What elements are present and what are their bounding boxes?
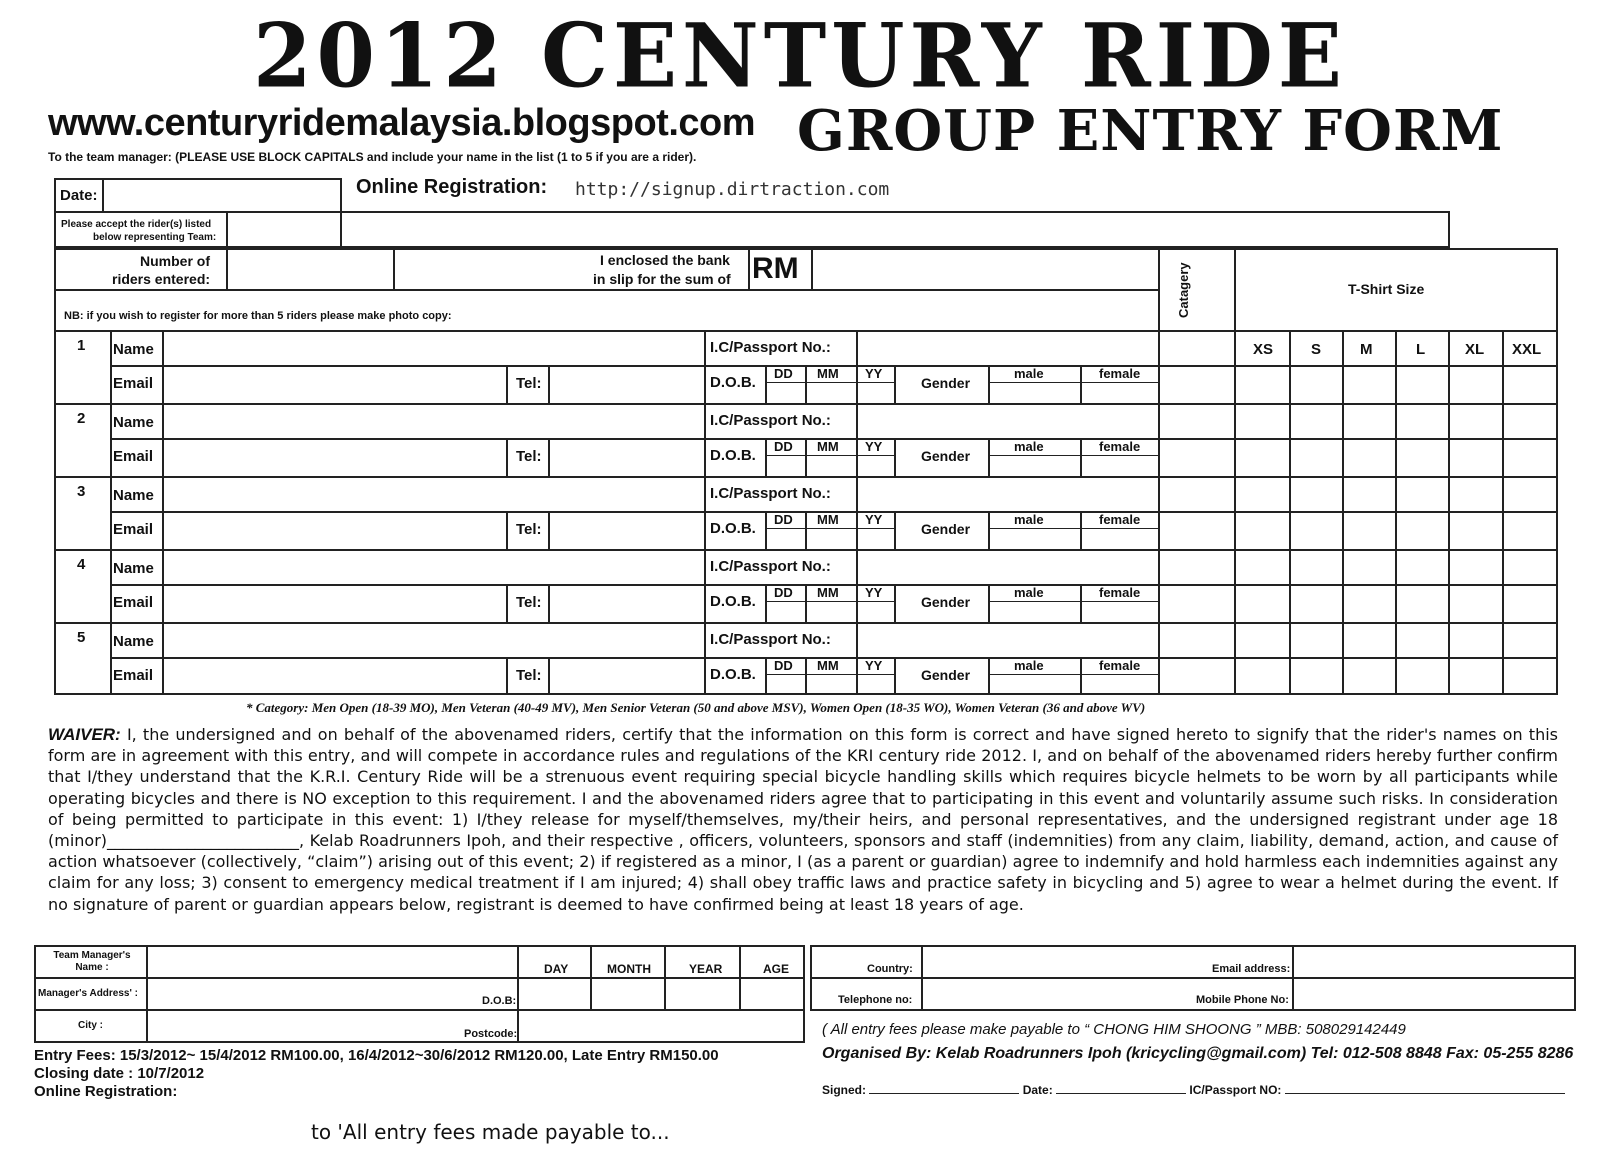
dob-dd-label: DD [774,366,793,381]
manager-name-label: Team Manager's Name : [53,950,131,973]
gender-female-label: female [1099,585,1141,600]
telephone-label: Telephone no: [838,994,913,1006]
rider-ic-label: I.C/Passport No.: [710,558,831,575]
entry-fees [34,1047,719,1101]
manager-dob-label: D.O.B: [482,995,517,1007]
dob-dd-label: DD [774,512,793,527]
rider-tel-label: Tel: [516,375,542,392]
dob-mm-label: MM [817,658,839,673]
gender-female-label: female [1099,512,1141,527]
rider-ic-label: I.C/Passport No.: [710,631,831,648]
fees-line-1: Entry Fees: 15/3/2012~ 15/4/2012 RM100.00, 16/4/2012~30/6/2012 RM120.00, Late Entry RM150.00 [34,1047,719,1064]
dob-dd-label: DD [774,658,793,673]
manager-box [34,945,805,1043]
sig-ic-label: IC/Passport NO: [1189,1083,1282,1097]
manager-instructions: To the team manager: (PLEASE USE BLOCK CAPITALS and include your name in the list (1 to 5 if you are a rider). [48,150,697,164]
organiser-info: Organised By: Kelab Roadrunners Ipoh (kricycling@gmail.com) Tel: 012-508 8848 Fax: 05-255 8286 [822,1045,1574,1062]
dob-dd-label: DD [774,585,793,600]
payable-note: ( All entry fees please make payable to “ CHONG HIM SHOONG ” MBB: 508029142449 [822,1021,1406,1038]
gender-female-label: female [1099,439,1141,454]
currency-label: RM [752,252,799,285]
rider-name-label: Name [113,487,154,504]
gender-female-label: female [1099,366,1141,381]
mobile-phone-label: Mobile Phone No: [1196,994,1289,1006]
country-label: Country: [867,963,913,975]
dob-yy-label: YY [865,366,883,381]
rider-name-label: Name [113,341,154,358]
dob-yy-label: YY [865,512,883,527]
rider-name-label: Name [113,560,154,577]
rider-gender-label: Gender [921,375,971,391]
dob-yy-label: YY [865,439,883,454]
team-box [54,211,1450,248]
size-xs: XS [1253,341,1274,358]
sig-date-label: Date: [1022,1083,1053,1097]
rider-gender-label: Gender [921,667,971,683]
manager-address-label: Manager's Address' : [38,988,138,999]
date-label: Date: [60,187,98,204]
city-label: City : [78,1020,103,1031]
rider-dob-label: D.O.B. [710,447,756,464]
gender-male-label: male [1014,658,1044,673]
rider-email-label: Email [113,594,154,611]
rider-tel-label: Tel: [516,667,542,684]
fees-online-registration: Online Registration: [34,1083,178,1100]
dob-mm-label: MM [817,439,839,454]
dob-dd-label: DD [774,439,793,454]
rider-gender-label: Gender [921,521,971,537]
closing-date: Closing date : 10/7/2012 [34,1065,205,1082]
gender-male-label: male [1014,439,1044,454]
rider-dob-label: D.O.B. [710,374,756,391]
dob-mm-label: MM [817,512,839,527]
postcode-label: Postcode: [464,1028,518,1040]
rider-name-label: Name [113,633,154,650]
rider-gender-label: Gender [921,448,971,464]
rider-tel-label: Tel: [516,594,542,611]
rider-number: 5 [77,629,86,646]
accept-line-1: Please accept the rider(s) listed [61,219,212,230]
rider-number: 1 [77,337,86,354]
form-subtitle: GROUP ENTRY FORM [797,98,1504,164]
rider-number: 2 [77,410,86,427]
photocopy-note: NB: if you wish to register for more than 5 riders please make photo copy: [64,310,452,322]
category-header: Catagery [1176,262,1191,318]
online-registration-label: Online Registration: [356,176,548,198]
dob-yy-label: YY [865,658,883,673]
rider-dob-label: D.O.B. [710,593,756,610]
rider-ic-label: I.C/Passport No.: [710,339,831,356]
rider-tel-label: Tel: [516,521,542,538]
bank-line-2: in slip for the sum of [593,271,731,287]
rider-number: 3 [77,483,86,500]
rider-dob-label: D.O.B. [710,520,756,537]
size-s: S [1311,341,1322,358]
rider-dob-label: D.O.B. [710,666,756,683]
tshirt-size-header: T-Shirt Size [1348,281,1425,297]
rider-ic-label: I.C/Passport No.: [710,412,831,429]
caption: to 'All entry fees made payable to... [311,1120,670,1144]
waiver-text: WAIVER: I, the undersigned and on behalf of the abovenamed riders, certify that the information on this form is correct and have signed hereto to signify that the rider's names on this form are in agreement with this entry, and will compete in accordance rules and regulations of the KRI century ride 2012. I, and on behalf of the abovenamed riders hereby further confirm that I/they understand that the K.R.I. Century Ride will be a strenuous event requiring special bicycle handling skills which requires bicycle helmets to be worn by all participants while operating bicycles and there is NO exception to this requirement. I and the abovenamed riders agree that to participating in this event and voluntarily assume such risks. In consideration of being permitted to participate in this event: 1) I/they release for myself/themselves, my/their heirs, and personal representatives, and the undersigned registrant under age 18 (minor)________________________, Kelab Roadrunners Ipoh, and their respective , officers, volunteers, sponsors and staff (indemnities) from any claim, liability, demand, action, and cause of action whatsoever (collectively, “claim”) arising out of this event; 2) if registered as a minor, I (as a parent or guardian) agree to indemnify and hold harmless each indemnities against any claim for any loss; 3) consent to emergency medical treatment if I am injured; 4) shall obey traffic laws and practice safety in bicycling and 5) agree to wear a helmet during the event. If no signature of parent or guardian appears below, registrant is deemed to have confirmed being at least 18 years of age. [48,725,1558,914]
gender-male-label: male [1014,366,1044,381]
gender-male-label: male [1014,512,1044,527]
riders-entered-line-1: Number of [140,253,210,269]
size-xl: XL [1465,341,1485,358]
rider-name-label: Name [113,414,154,431]
signed-label: Signed: [822,1083,866,1097]
size-l: L [1416,341,1426,358]
email-address-label: Email address: [1212,963,1291,975]
rider-email-label: Email [113,448,154,465]
category-note: * Category: Men Open (18-39 MO), Men Veteran (40-49 MV), Men Senior Veteran (50 and above MSV), Women Open (18-35 WO), Women Veteran (36 and above WV) [246,700,1146,715]
online-registration-url[interactable]: http://signup.dirtraction.com [575,179,890,200]
year-label: YEAR [689,962,723,976]
month-label: MONTH [607,962,651,976]
size-xxl: XXL [1512,341,1542,358]
day-label: DAY [544,962,569,976]
gender-female-label: female [1099,658,1141,673]
dob-yy-label: YY [865,585,883,600]
riders-entered-line-2: riders entered: [112,271,211,287]
rider-email-label: Email [113,667,154,684]
dob-mm-label: MM [817,366,839,381]
form-title: 2012 CENTURY RIDE [253,3,1347,108]
rider-number: 4 [77,556,86,573]
bank-line-1: I enclosed the bank [600,252,730,268]
rider-tel-label: Tel: [516,448,542,465]
rider-email-label: Email [113,375,154,392]
accept-line-2: below representing Team: [93,232,217,243]
size-m: M [1360,341,1373,358]
signature-row [822,1083,1565,1097]
dob-mm-label: MM [817,585,839,600]
gender-male-label: male [1014,585,1044,600]
age-label: AGE [763,962,790,976]
rider-gender-label: Gender [921,594,971,610]
rider-ic-label: I.C/Passport No.: [710,485,831,502]
waiver-label: WAIVER: [48,725,121,744]
website-url: www.centuryridemalaysia.blogspot.com [48,102,756,144]
rider-email-label: Email [113,521,154,538]
